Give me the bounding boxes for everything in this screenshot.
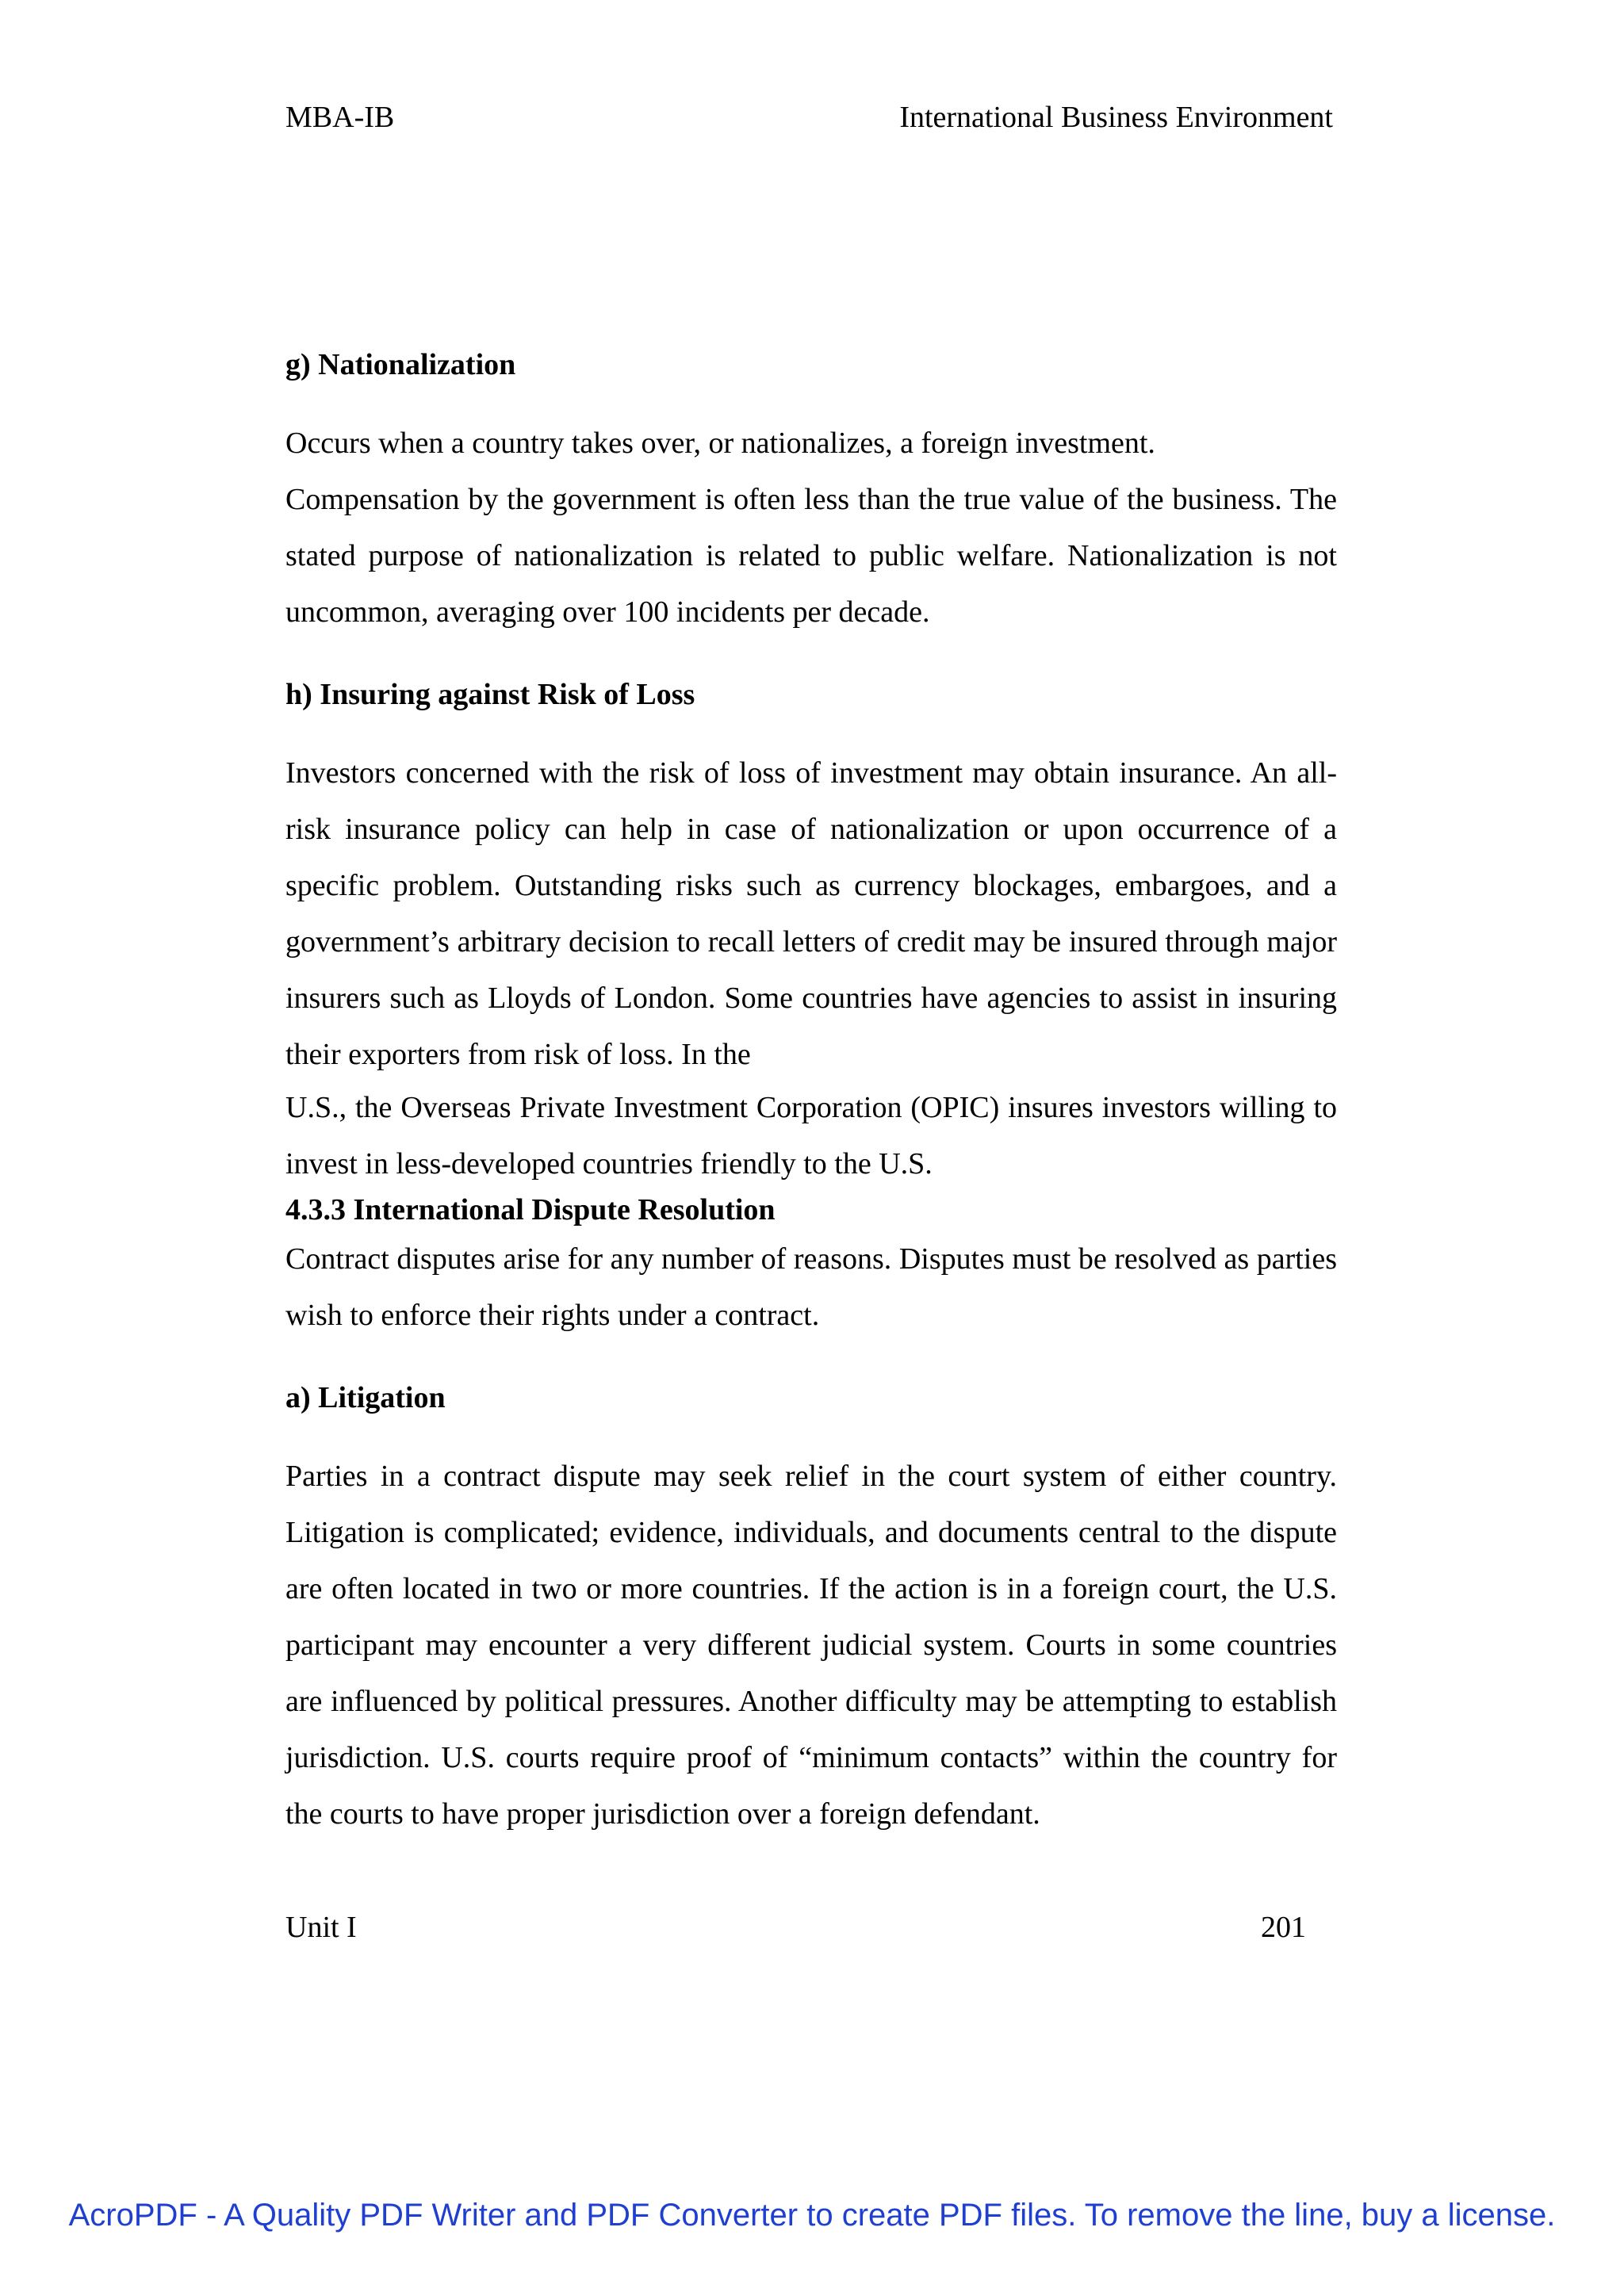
running-header-course: MBA-IB [285,101,395,134]
heading-litigation: a) Litigation [285,1381,446,1414]
insuring-paragraph-1: Investors concerned with the risk of loss of investment may obtain insurance. An all-risk insurance policy can help in case of nationalization or upon occurrence of a specific problem. Outstanding risks such as currency blockages, embargoes, and a government’s arbitrary decision to recall letters of credit may be insured through major insurers such as Lloyds of London. Some countries have agencies to assist in insuring their exporters from risk of loss. In the [285,756,1337,1071]
heading-nationalization: g) Nationalization [285,348,516,381]
heading-insuring-risk: h) Insuring against Risk of Loss [285,678,695,711]
footer-unit: Unit I [285,1911,357,1944]
nationalization-first-line: Occurs when a country takes over, or nationalizes, a foreign investment. [285,427,1155,460]
heading-dispute-resolution: 4.3.3 International Dispute Resolution [285,1193,776,1226]
insuring-paragraph-2: U.S., the Overseas Private Investment Corporation (OPIC) insures investors willing to invest in less-developed countries friendly to the U.S. [285,1091,1337,1181]
running-header-title: International Business Environment [899,101,1333,134]
nationalization-paragraph: Compensation by the government is often less than the true value of the business. The stated purpose of nationalization is related to public welfare. Nationalization is not uncommon, averaging over 100 incidents per decade. [285,483,1337,629]
page-body [285,346,1337,1843]
page-number: 201 [1261,1911,1306,1944]
acropdf-watermark: AcroPDF - A Quality PDF Writer and PDF Converter to create PDF files. To remove the line, buy a license. [68,2198,1556,2233]
dispute-paragraph: Contract disputes arise for any number of reasons. Disputes must be resolved as parties wish to enforce their rights under a contract. [285,1242,1337,1332]
litigation-paragraph: Parties in a contract dispute may seek relief in the court system of either country. Litigation is complicated; evidence, individuals, and documents central to the dispute are often located in two or more countries. If the action is in a foreign court, the U.S. participant may encounter a very different judicial system. Courts in some countries are influenced by political pressures. Another difficulty may be attempting to establish jurisdiction. U.S. courts require proof of “minimum contacts” within the country for the courts to have proper jurisdiction over a foreign defendant. [285,1460,1337,1831]
